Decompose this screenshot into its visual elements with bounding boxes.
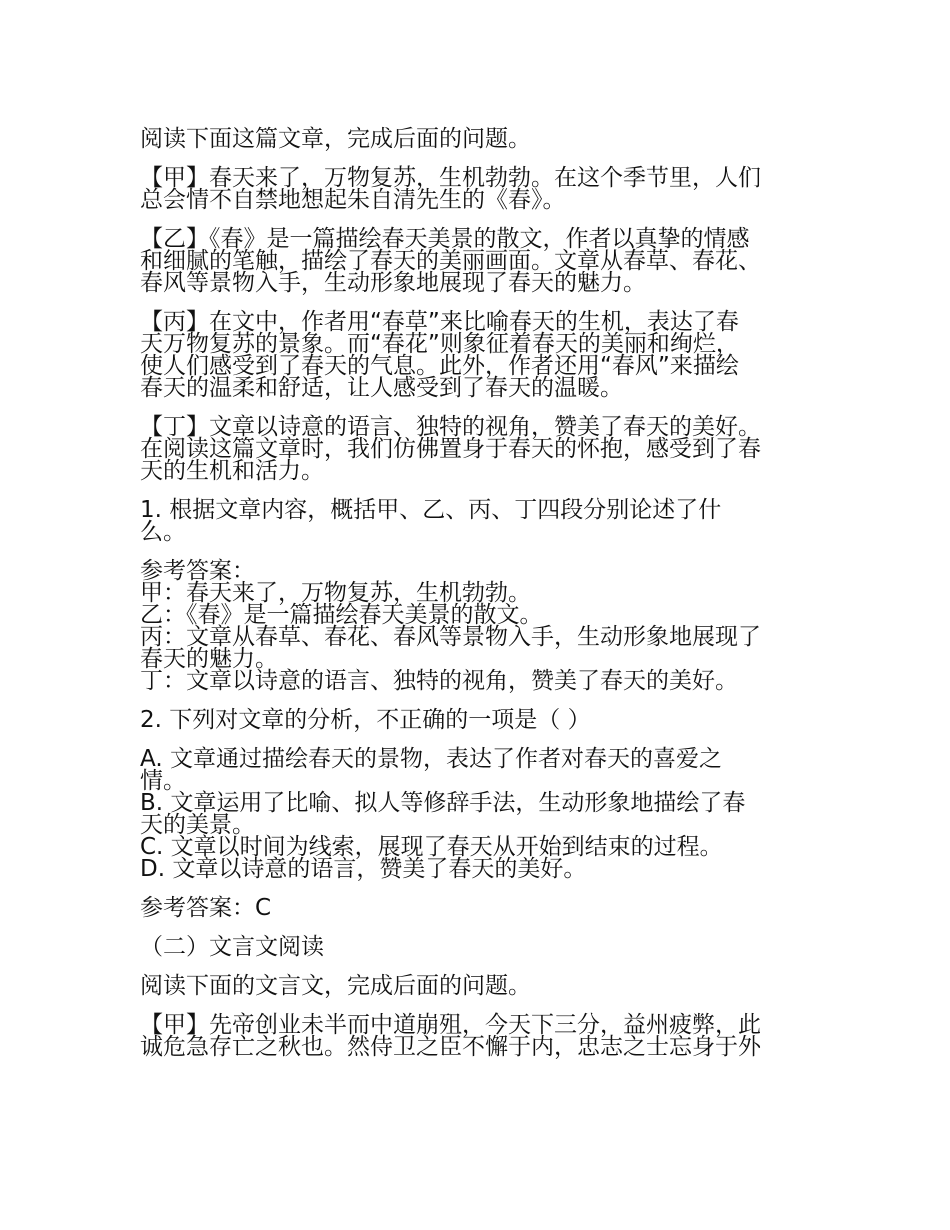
section-2-intro	[140, 975, 812, 997]
text-line: 甲：春天来了，万物复苏，生机勃勃。	[140, 580, 531, 606]
answer-2	[140, 897, 812, 919]
text-line: 诚危急存亡之秋也。然侍卫之臣不懈于内，忠志之士忘身于外	[140, 1034, 761, 1060]
text-line: 天的生机和活力。	[140, 458, 324, 484]
text-line: 阅读下面的文言文，完成后面的问题。	[140, 973, 531, 999]
text-line: 【乙】《春》是一篇描绘春天美景的散文，作者以真挚的情感	[140, 226, 750, 252]
text-line: 【甲】先帝创业未半而中道崩殂，今天下三分，益州疲弊，此	[140, 1012, 761, 1038]
text-line: 使人们感受到了春天的气息。此外，作者还用“春风”来描绘	[140, 353, 739, 379]
passage-ding	[140, 416, 812, 482]
document-page	[140, 128, 812, 1075]
text-line: 【甲】春天来了，万物复苏，生机勃勃。在这个季节里，人们	[140, 165, 761, 191]
reading-intro	[140, 128, 812, 150]
text-line: 阅读下面这篇文章，完成后面的问题。	[140, 126, 531, 152]
passage-yi	[140, 228, 812, 294]
text-line: 参考答案：C	[140, 895, 272, 921]
classical-passage-jia	[140, 1014, 812, 1058]
text-line: 和细腻的笔触，描绘了春天的美丽画面。文章从春草、春花、	[140, 248, 761, 274]
text-line: 在阅读这篇文章时，我们仿佛置身于春天的怀抱，感受到了春	[140, 436, 761, 462]
text-line: 乙：《春》是一篇描绘春天美景的散文。	[140, 602, 543, 628]
text-line: 【丙】在文中，作者用“春草”来比喻春天的生机，表达了春	[140, 309, 739, 335]
text-line: 么。	[140, 519, 186, 545]
text-line: 情。	[140, 768, 186, 794]
passage-bing	[140, 311, 812, 399]
question-1	[140, 499, 812, 543]
text-line: 丁：文章以诗意的语言、独特的视角，赞美了春天的美好。	[140, 668, 738, 694]
text-line: 【丁】文章以诗意的语言、独特的视角，赞美了春天的美好。	[140, 414, 761, 440]
option-b: B. 文章运用了比喻、拟人等修辞手法，生动形象地描绘了春	[140, 790, 746, 816]
text-line: 春天的温柔和舒适，让人感受到了春天的温暖。	[140, 375, 623, 401]
text-line: 天的美景。	[140, 812, 255, 838]
section-2-title	[140, 936, 812, 958]
text-line: 总会情不自禁地想起朱自清先生的《春》。	[140, 187, 566, 213]
text-line: 天万物复苏的景象。而“春花”则象征着春天的美丽和绚烂，	[140, 331, 739, 357]
text-line: （二）文言文阅读	[140, 934, 324, 960]
option-c: C. 文章以时间为线索，展现了春天从开始到结束的过程。	[140, 834, 723, 860]
text-line: 2. 下列对文章的分析，不正确的一项是（ ）	[140, 707, 591, 733]
answer-1	[140, 560, 812, 692]
text-line: 丙：文章从春草、春花、春风等景物入手，生动形象地展现了	[140, 624, 761, 650]
option-d: D. 文章以诗意的语言，赞美了春天的美好。	[140, 856, 587, 882]
text-line: 春天的魅力。	[140, 646, 278, 672]
text-line: 参考答案：	[140, 558, 255, 584]
option-a: A. 文章通过描绘春天的景物，表达了作者对春天的喜爱之	[140, 746, 722, 772]
question-2-stem	[140, 709, 812, 731]
passage-jia	[140, 167, 812, 211]
text-line: 1. 根据文章内容，概括甲、乙、丙、丁四段分别论述了什	[140, 497, 722, 523]
question-2-options	[140, 748, 812, 880]
text-line: 春风等景物入手，生动形象地展现了春天的魅力。	[140, 270, 646, 296]
